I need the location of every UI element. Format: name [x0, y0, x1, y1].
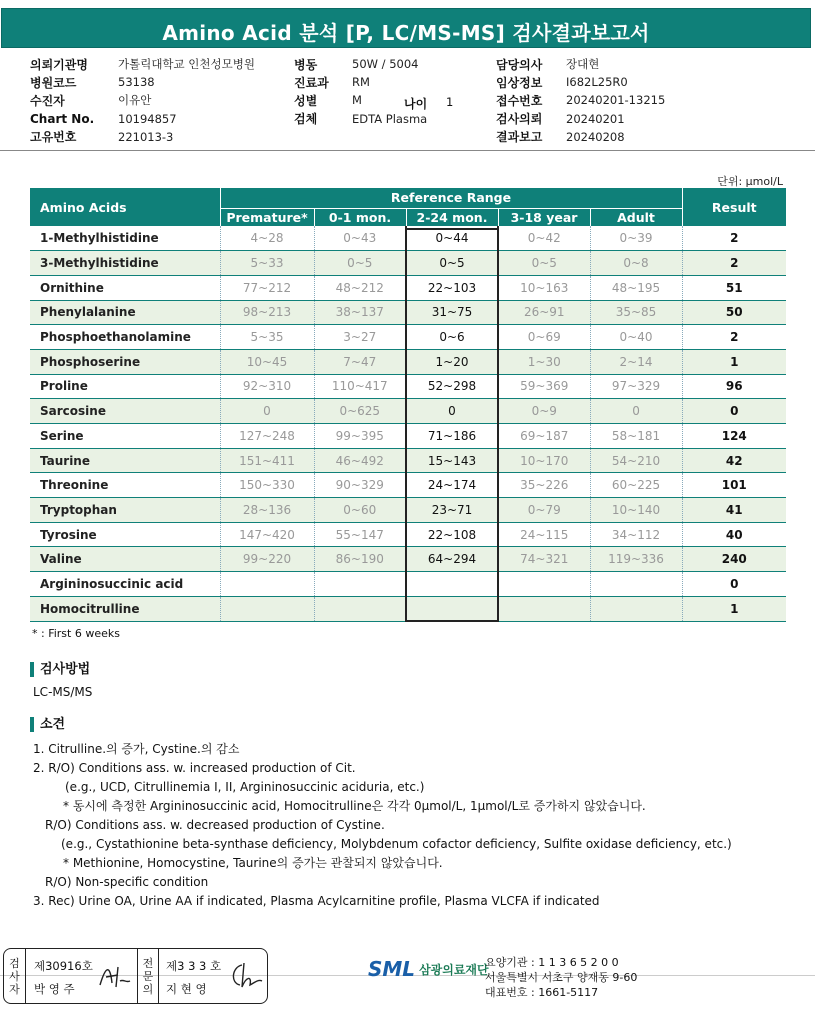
result-value: 101	[682, 473, 786, 498]
highlight-column-top	[406, 228, 498, 230]
info-row	[294, 73, 427, 91]
amino-acid-name: Phosphoserine	[30, 349, 220, 374]
reference-range-cell: 54~210	[590, 448, 682, 473]
specialist-label	[137, 949, 159, 1003]
result-value: 1	[682, 349, 786, 374]
reference-range-cell: 10~140	[590, 498, 682, 523]
signature-label-char: 검	[9, 956, 20, 970]
reference-range-cell	[314, 572, 406, 597]
signature-label-char: 사	[9, 969, 20, 983]
reference-range-cell: 150~330	[220, 473, 314, 498]
info-value: EDTA Plasma	[352, 111, 428, 126]
info-value: RM	[352, 75, 370, 90]
result-value: 42	[682, 448, 786, 473]
footnote: * : First 6 weeks	[32, 627, 120, 640]
result-value: 50	[682, 300, 786, 325]
amino-acid-name: Sarcosine	[30, 399, 220, 424]
header-ref-col: Adult	[590, 208, 682, 226]
finding-line: 1. Citrulline.의 증가, Cystine.의 감소	[33, 742, 240, 756]
result-value: 0	[682, 399, 786, 424]
info-label: 진료과	[294, 75, 329, 90]
patient-info-column-2	[294, 55, 427, 128]
info-value: 10194857	[118, 111, 177, 126]
finding-line: (e.g., Cystathionine beta-synthase deficiency, Molybdenum cofactor deficiency, Sulfite oxidase deficiency, etc.)	[61, 837, 732, 851]
header-amino-acids: Amino Acids	[30, 188, 220, 226]
reference-range-cell: 1~30	[498, 349, 590, 374]
reference-range-cell: 46~492	[314, 448, 406, 473]
reference-range-cell: 0~625	[314, 399, 406, 424]
reference-range-cell: 24~174	[406, 473, 498, 498]
reference-range-cell: 24~115	[498, 522, 590, 547]
table-row	[30, 424, 786, 449]
info-value: 53138	[118, 75, 155, 90]
header-reference-range: Reference Range	[220, 188, 682, 208]
findings-list	[33, 740, 732, 911]
reference-range-cell	[406, 572, 498, 597]
finding-line: 3. Rec) Urine OA, Urine AA if indicated, Plasma Acylcarnitine profile, Plasma VLCFA if indicated	[33, 894, 600, 908]
reference-range-cell: 90~329	[314, 473, 406, 498]
info-row	[30, 128, 255, 146]
reference-range-cell: 99~220	[220, 547, 314, 572]
reference-range-cell	[406, 596, 498, 621]
reference-range-cell: 35~85	[590, 300, 682, 325]
org-name: 삼광의료재단	[419, 962, 489, 977]
info-row	[30, 110, 255, 128]
reference-range-cell: 69~187	[498, 424, 590, 449]
amino-acid-name: Tyrosine	[30, 522, 220, 547]
reference-range-cell: 0~8	[590, 251, 682, 276]
reference-range-cell: 23~71	[406, 498, 498, 523]
amino-acid-name: 3-Methylhistidine	[30, 251, 220, 276]
table-row	[30, 251, 786, 276]
info-value: 20240201	[566, 111, 625, 126]
org-info-line: 서울특별시 서초구 양재동 9-60	[485, 971, 638, 984]
info-row	[496, 110, 665, 128]
info-label: 접수번호	[496, 93, 543, 108]
reference-range-cell: 0~42	[498, 226, 590, 251]
reference-range-cell: 26~91	[498, 300, 590, 325]
result-value: 124	[682, 424, 786, 449]
findings-section-title: 소견	[30, 717, 65, 732]
reference-range-cell: 10~45	[220, 349, 314, 374]
table-row	[30, 275, 786, 300]
result-value: 0	[682, 572, 786, 597]
reference-range-cell: 59~369	[498, 374, 590, 399]
reference-range-cell: 119~336	[590, 547, 682, 572]
reference-range-cell	[498, 572, 590, 597]
table-row	[30, 547, 786, 572]
amino-acid-name: Proline	[30, 374, 220, 399]
info-row	[30, 55, 255, 73]
specialist-signature-icon	[226, 959, 264, 991]
info-value: 가톨릭대학교 인천성모병원	[118, 57, 255, 72]
org-info-line: 대표번호 : 1661-5117	[485, 986, 599, 999]
patient-info-column-3	[496, 55, 665, 146]
reference-range-cell: 48~195	[590, 275, 682, 300]
amino-acid-name: Taurine	[30, 448, 220, 473]
table-row	[30, 522, 786, 547]
table-row	[30, 374, 786, 399]
info-label: 병원코드	[30, 75, 77, 90]
reference-range-cell: 28~136	[220, 498, 314, 523]
reference-range-cell: 10~163	[498, 275, 590, 300]
info-label: 검체	[294, 112, 318, 127]
reference-range-cell: 0~40	[590, 325, 682, 350]
reference-range-cell: 127~248	[220, 424, 314, 449]
reference-range-cell: 55~147	[314, 522, 406, 547]
reference-range-cell: 15~143	[406, 448, 498, 473]
examiner-label	[4, 949, 26, 1003]
header-ref-col: 0-1 mon.	[314, 208, 406, 226]
amino-acid-name: Ornithine	[30, 275, 220, 300]
info-label: 병동	[294, 57, 318, 72]
reference-range-cell: 48~212	[314, 275, 406, 300]
org-address	[485, 955, 637, 1000]
amino-acid-name: Argininosuccinic acid	[30, 572, 220, 597]
finding-line: * 동시에 측정한 Argininosuccinic acid, Homocitrulline은 각각 0μmol/L, 1μmol/L로 증가하지 않았습니다.	[63, 799, 646, 813]
reference-range-cell: 0~9	[498, 399, 590, 424]
reference-range-cell: 4~28	[220, 226, 314, 251]
info-row	[496, 55, 665, 73]
reference-range-cell: 147~420	[220, 522, 314, 547]
info-row	[496, 73, 665, 91]
age-value: 1	[446, 95, 454, 109]
reference-range-cell: 74~321	[498, 547, 590, 572]
reference-range-cell: 22~103	[406, 275, 498, 300]
reference-range-cell: 0~79	[498, 498, 590, 523]
amino-acid-name: Serine	[30, 424, 220, 449]
info-value: M	[352, 93, 362, 108]
method-body: LC-MS/MS	[33, 685, 93, 699]
reference-range-cell: 3~27	[314, 325, 406, 350]
amino-acid-name: Phenylalanine	[30, 300, 220, 325]
reference-range-cell: 22~108	[406, 522, 498, 547]
reference-range-cell	[498, 596, 590, 621]
info-label: 결과보고	[496, 130, 543, 145]
info-row	[294, 55, 427, 73]
info-label: 검사의뢰	[496, 112, 543, 127]
specialist-name: 지 현 영	[166, 982, 207, 996]
result-value: 51	[682, 275, 786, 300]
table-row	[30, 596, 786, 621]
header-divider	[0, 150, 815, 151]
reference-range-cell: 5~33	[220, 251, 314, 276]
info-label: Chart No.	[30, 111, 95, 126]
info-label: 수진자	[30, 93, 65, 108]
header-result: Result	[682, 188, 786, 226]
reference-range-cell: 52~298	[406, 374, 498, 399]
examiner-license-no: 제30916호	[34, 959, 93, 973]
reference-range-cell: 38~137	[314, 300, 406, 325]
reference-range-cell: 0~6	[406, 325, 498, 350]
examiner-signature-icon	[96, 961, 134, 991]
result-value: 2	[682, 251, 786, 276]
table-row	[30, 473, 786, 498]
info-value: 장대현	[566, 57, 600, 72]
reference-range-cell: 7~47	[314, 349, 406, 374]
table-row	[30, 300, 786, 325]
table-row	[30, 399, 786, 424]
info-row	[496, 91, 665, 109]
amino-acid-name: Valine	[30, 547, 220, 572]
signature-label-char: 전	[142, 956, 154, 970]
reference-range-cell: 71~186	[406, 424, 498, 449]
patient-info-column-1	[30, 55, 255, 146]
age-label: 나이	[404, 97, 428, 111]
result-value: 96	[682, 374, 786, 399]
reference-range-cell: 110~417	[314, 374, 406, 399]
reference-range-cell	[220, 572, 314, 597]
signature-box	[3, 948, 268, 1004]
table-row	[30, 498, 786, 523]
reference-range-cell: 64~294	[406, 547, 498, 572]
info-value: I682L25R0	[566, 75, 628, 90]
finding-line: (e.g., UCD, Citrullinemia I, II, Argininosuccinic aciduria, etc.)	[65, 780, 425, 794]
reference-range-cell: 0~60	[314, 498, 406, 523]
info-value: 20240201-13215	[566, 93, 666, 108]
result-value: 1	[682, 596, 786, 621]
reference-range-cell: 0~39	[590, 226, 682, 251]
reference-range-cell: 0	[406, 399, 498, 424]
table-row	[30, 349, 786, 374]
reference-range-cell: 99~395	[314, 424, 406, 449]
info-label: 담당의사	[496, 57, 543, 72]
info-value: 이유안	[118, 93, 152, 108]
report-title: Amino Acid 분석 [P, LC/MS-MS] 검사결과보고서	[162, 21, 650, 45]
amino-acid-name: Threonine	[30, 473, 220, 498]
info-row	[30, 91, 255, 109]
result-value: 41	[682, 498, 786, 523]
table-row	[30, 572, 786, 597]
amino-acid-table	[30, 188, 786, 622]
table-row	[30, 325, 786, 350]
reference-range-cell: 0~44	[406, 226, 498, 251]
reference-range-cell: 0~69	[498, 325, 590, 350]
org-info-line: 요양기관 : 1 1 3 6 5 2 0 0	[485, 956, 619, 969]
report-title-bar	[1, 8, 811, 48]
method-section-title: 검사방법	[30, 662, 90, 677]
reference-range-cell: 0~5	[498, 251, 590, 276]
org-logo	[368, 957, 489, 981]
reference-range-cell: 2~14	[590, 349, 682, 374]
reference-range-cell	[314, 596, 406, 621]
sml-logo-mark: SML	[368, 957, 416, 981]
reference-range-cell: 86~190	[314, 547, 406, 572]
finding-line: R/O) Non-specific condition	[45, 875, 209, 889]
reference-range-cell: 98~213	[220, 300, 314, 325]
reference-range-cell: 0	[220, 399, 314, 424]
reference-range-cell: 0~5	[406, 251, 498, 276]
info-label: 고유번호	[30, 130, 77, 145]
header-ref-col: Premature*	[220, 208, 314, 226]
info-label: 임상정보	[496, 75, 543, 90]
table-row	[30, 448, 786, 473]
info-value: 50W / 5004	[352, 57, 419, 72]
reference-range-cell: 0~5	[314, 251, 406, 276]
amino-acid-name: Homocitrulline	[30, 596, 220, 621]
reference-range-cell: 1~20	[406, 349, 498, 374]
reference-range-cell: 151~411	[220, 448, 314, 473]
specialist-license-no: 제3 3 3 호	[166, 959, 222, 973]
info-label: 의뢰기관명	[30, 57, 88, 72]
result-value: 240	[682, 547, 786, 572]
result-value: 2	[682, 325, 786, 350]
result-value: 2	[682, 226, 786, 251]
info-label: 성별	[294, 93, 318, 108]
info-value: 20240208	[566, 129, 625, 144]
finding-line: 2. R/O) Conditions ass. w. increased production of Cit.	[33, 761, 356, 775]
reference-range-cell: 31~75	[406, 300, 498, 325]
signature-label-char: 의	[142, 982, 154, 996]
reference-range-cell: 77~212	[220, 275, 314, 300]
reference-range-cell: 35~226	[498, 473, 590, 498]
examiner-name: 박 영 주	[34, 982, 75, 996]
header-ref-col: 3-18 year	[498, 208, 590, 226]
reference-range-cell: 60~225	[590, 473, 682, 498]
reference-range-cell	[590, 596, 682, 621]
signature-label-char: 문	[142, 969, 154, 983]
reference-range-cell: 10~170	[498, 448, 590, 473]
result-value: 40	[682, 522, 786, 547]
reference-range-cell: 58~181	[590, 424, 682, 449]
amino-acid-name: Phosphoethanolamine	[30, 325, 220, 350]
info-row	[30, 73, 255, 91]
reference-range-cell	[220, 596, 314, 621]
amino-acid-name: Tryptophan	[30, 498, 220, 523]
signature-label-char: 자	[9, 982, 20, 996]
info-row	[496, 128, 665, 146]
reference-range-cell: 0	[590, 399, 682, 424]
reference-range-cell: 5~35	[220, 325, 314, 350]
finding-line: R/O) Conditions ass. w. decreased production of Cystine.	[45, 818, 385, 832]
reference-range-cell: 92~310	[220, 374, 314, 399]
reference-range-cell: 0~43	[314, 226, 406, 251]
reference-range-cell: 97~329	[590, 374, 682, 399]
info-row	[294, 110, 427, 128]
finding-line: * Methionine, Homocystine, Taurine의 증가는 관찰되지 않았습니다.	[63, 856, 443, 870]
reference-range-cell	[590, 572, 682, 597]
info-value: 221013-3	[118, 129, 174, 144]
header-ref-col: 2-24 mon.	[406, 208, 498, 226]
unit-label: 단위: μmol/L	[717, 175, 783, 188]
reference-range-cell: 34~112	[590, 522, 682, 547]
amino-acid-name: 1-Methylhistidine	[30, 226, 220, 251]
